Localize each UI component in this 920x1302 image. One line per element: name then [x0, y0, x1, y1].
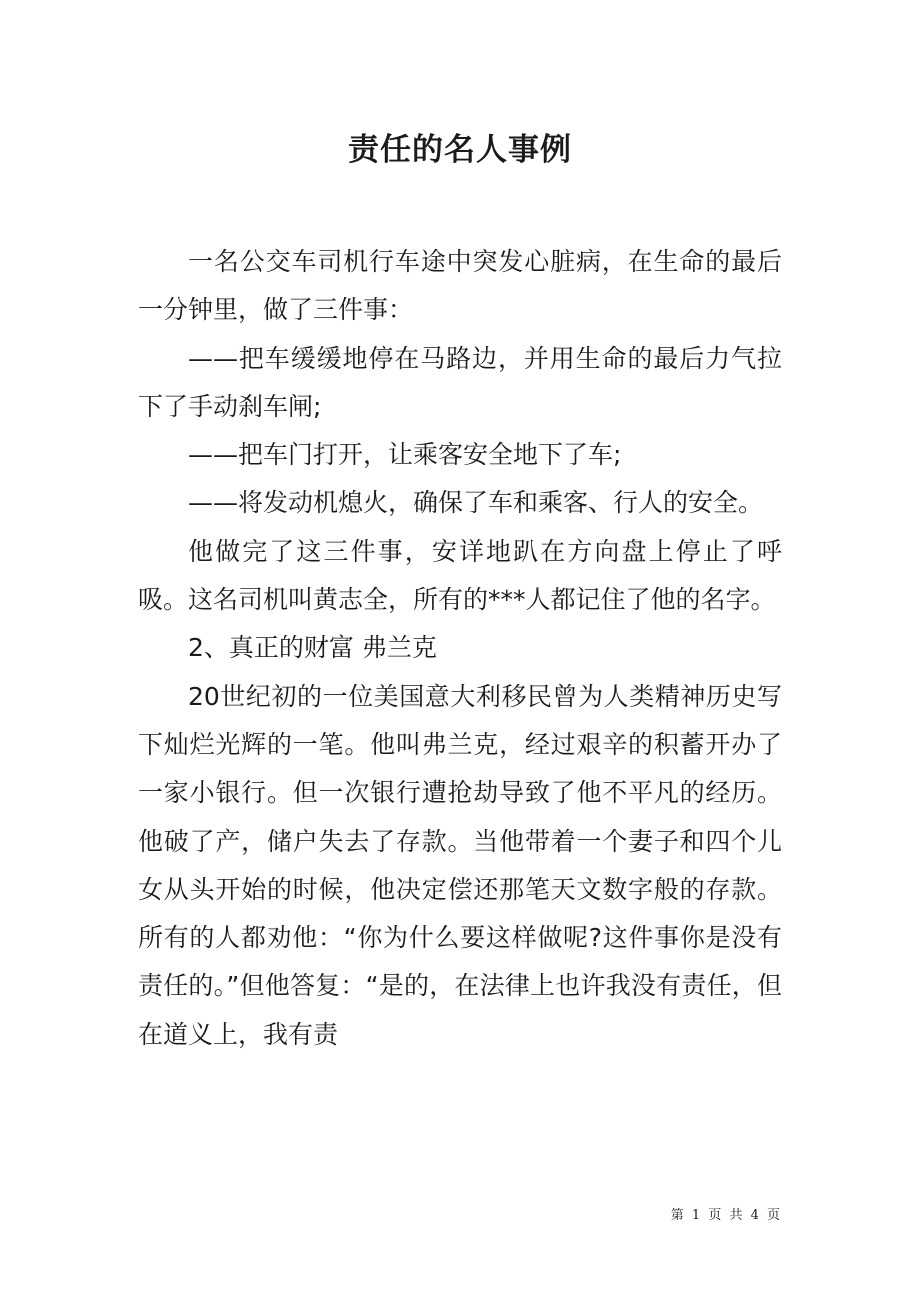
page-title: 责任的名人事例: [348, 132, 572, 168]
section-heading: 2、真正的财富 弗兰克: [188, 633, 437, 663]
paragraph-1: 一名公交车司机行车途中突发心脏病，在生命的最后一分钟里，做了三件事：: [138, 247, 782, 325]
document-body: [138, 238, 782, 1059]
paragraph-4: ——将发动机熄火，确保了车和乘客、行人的安全。: [188, 488, 764, 518]
paragraph-6: 20世纪初的一位美国意大利移民曾为人类精神历史写下灿烂光辉的一笔。他叫弗兰克，经过艰辛的积蓄开办了一家小银行。但一次银行遭抢劫导致了他不平凡的经历。他破了产，储户失去了存款。当他带着一个妻子和四个儿女从头开始的时候，他决定偿还那笔天文数字般的存款。所有的人都劝他：“你为什么要这样做呢?这件事你是没有责任的。”但他答复：“是的，在法律上也许我没有责任，但在道义上，我有责: [138, 681, 782, 1049]
page-number-footer: 第 1 页 共 4 页: [670, 1208, 782, 1223]
paragraph-3: ——把车门打开，让乘客安全地下了车;: [188, 440, 622, 470]
paragraph-5: 他做完了这三件事，安详地趴在方向盘上停止了呼吸。这名司机叫黄志全，所有的***人都记住了他的名字。: [138, 536, 782, 615]
paragraph-2: ——把车缓缓地停在马路边，并用生命的最后力气拉下了手动刹车闸;: [138, 343, 782, 421]
